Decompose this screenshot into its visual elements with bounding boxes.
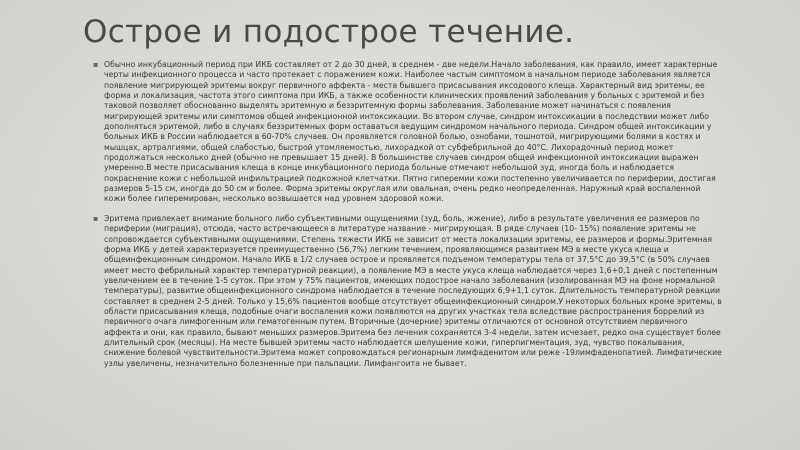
paragraph-2-text: Эритема привлекает внимание больного либо субъективными ощущениями (зуд, боль, жжение), либо в результате увеличения ее размеров по периферии (миграция), отсюда, часто встречающееся в литературе название - мигрирующая. В ряде случаев (10- 15%) появление эритемы не сопровождается субъективными ощущениями. Степень тяжести ИКБ не зависит от места локализации эритемы, ее размеров и формы.Эритемная форма ИКБ у детей характеризуется преимущественно (56,7%) легким течением, проявляющимся развитием МЭ в месте укуса клеща и общеинфекционным синдромом. Начало ИКБ в 1/2 случаев острое и проявляется подъемом температуры тела от 37,5°С до 39,5°С (в 50% случаев имеет место фебрильный характер температурной реакции), а появление МЭ в месте укуса клеща наблюдается через 1,6+0,1 дней с постепенным увеличением ее в течение 1-5 суток. При этом у 75% пациентов, имеющих подострое начало заболевания (изолированная МЭ на фоне нормальной температуры), развитие общеинфекционного синдрома наблюдается в течение последующих 6,9+1,1 суток. Длительность температурной реакции составляет в среднем 2-5 дней. Только у 15,6% пациентов вообще отсутствует общеинфекционный синдром.У некоторых больных кроме эритемы, в области присасывания клеща, подобные очаги воспаления кожи появляются на других участках тела вследствие распространения боррелий из первичного очага лимфогенным или гематогенным путем. Вторичные (дочерние) эритемы отличаются от основной отсутствием первичного аффекта и они, как правило, бывают меньших размеров.Эритема без лечения сохраняется 3-4 недели, затем исчезает, редко она существует более длительный срок (месяцы). На месте бывшей эритемы часто наблюдается шелушение кожи, гиперпигментация, зуд, чувство покалывания, снижение болевой чувствительности.Эритема может сопровождаться регионарным лимфаденитом или реже -19лимфаденопатией. Лимфатические узлы увеличены, незначительно болезненные при пальпации. Лимфангоита не бывает. [104,213,722,368]
paragraph-1-text: Обычно инкубационный период при ИКБ составляет от 2 до 30 дней, в среднем - две недели.Начало заболевания, как правило, имеет характерные черты инфекционного процесса и часто протекает с поражением кожи. Наиболее частым симптомом в начальном периоде заболевания является появление мигрирующей эритемы вокруг первичного аффекта - места бывшего присасывания иксодового клеща. Характерный вид эритемы, ее форма и локализация, частота этого симптома при ИКБ, а также особенности клинических проявлений заболевания у больных с эритемой и без таковой позволяет обоснованно выделять эритемную и безэритемную формы заболевания. Заболевание может начинаться с появления мигрирующей эритемы или симптомов общей инфекционной интоксикации. Во втором случае, синдром интоксикации в последствии может либо дополняться эритемой, либо в случаях безэритемных форм оставаться ведущим синдромом начального периода. Синдром общей интоксикации у больных ИКБ в России наблюдается в 60-70% случаев. Он проявляется головной болью, ознобами, тошнотой, мигрирующими болями в костях и мышцах, артралгиями, общей слабостью, быстрой утомляемостью, лихорадкой от субфебрильной до 40°С. Лихорадочный период может продолжаться несколько дней (обычно не превышает 15 дней). В большинстве случаев синдром общей инфекционной интоксикации выражен умеренно.В месте присасывания клеща в конце инкубационного периода больные отмечают небольшой зуд, иногда боль и наблюдается покраснение кожи с небольшой инфильтрацией подкожной клетчатки. Пятно гиперемии кожи постепенно увеличивается по периферии, достигая размеров 5-15 см, иногда до 50 см и более. Форма эритемы округлая или овальная, очень редко неопределенная. Наружный край воспаленной кожи более гиперемирован, несколько возвышается над уровнем здоровой кожи. [104,60,718,204]
bullet-icon: ▪ [93,60,99,69]
paragraph-1 [93,60,724,205]
paragraph-2 [93,213,724,369]
bullet-icon: ▪ [93,213,99,223]
slide-body [93,60,724,369]
slide-title: Острое и подострое течение. [83,14,575,50]
